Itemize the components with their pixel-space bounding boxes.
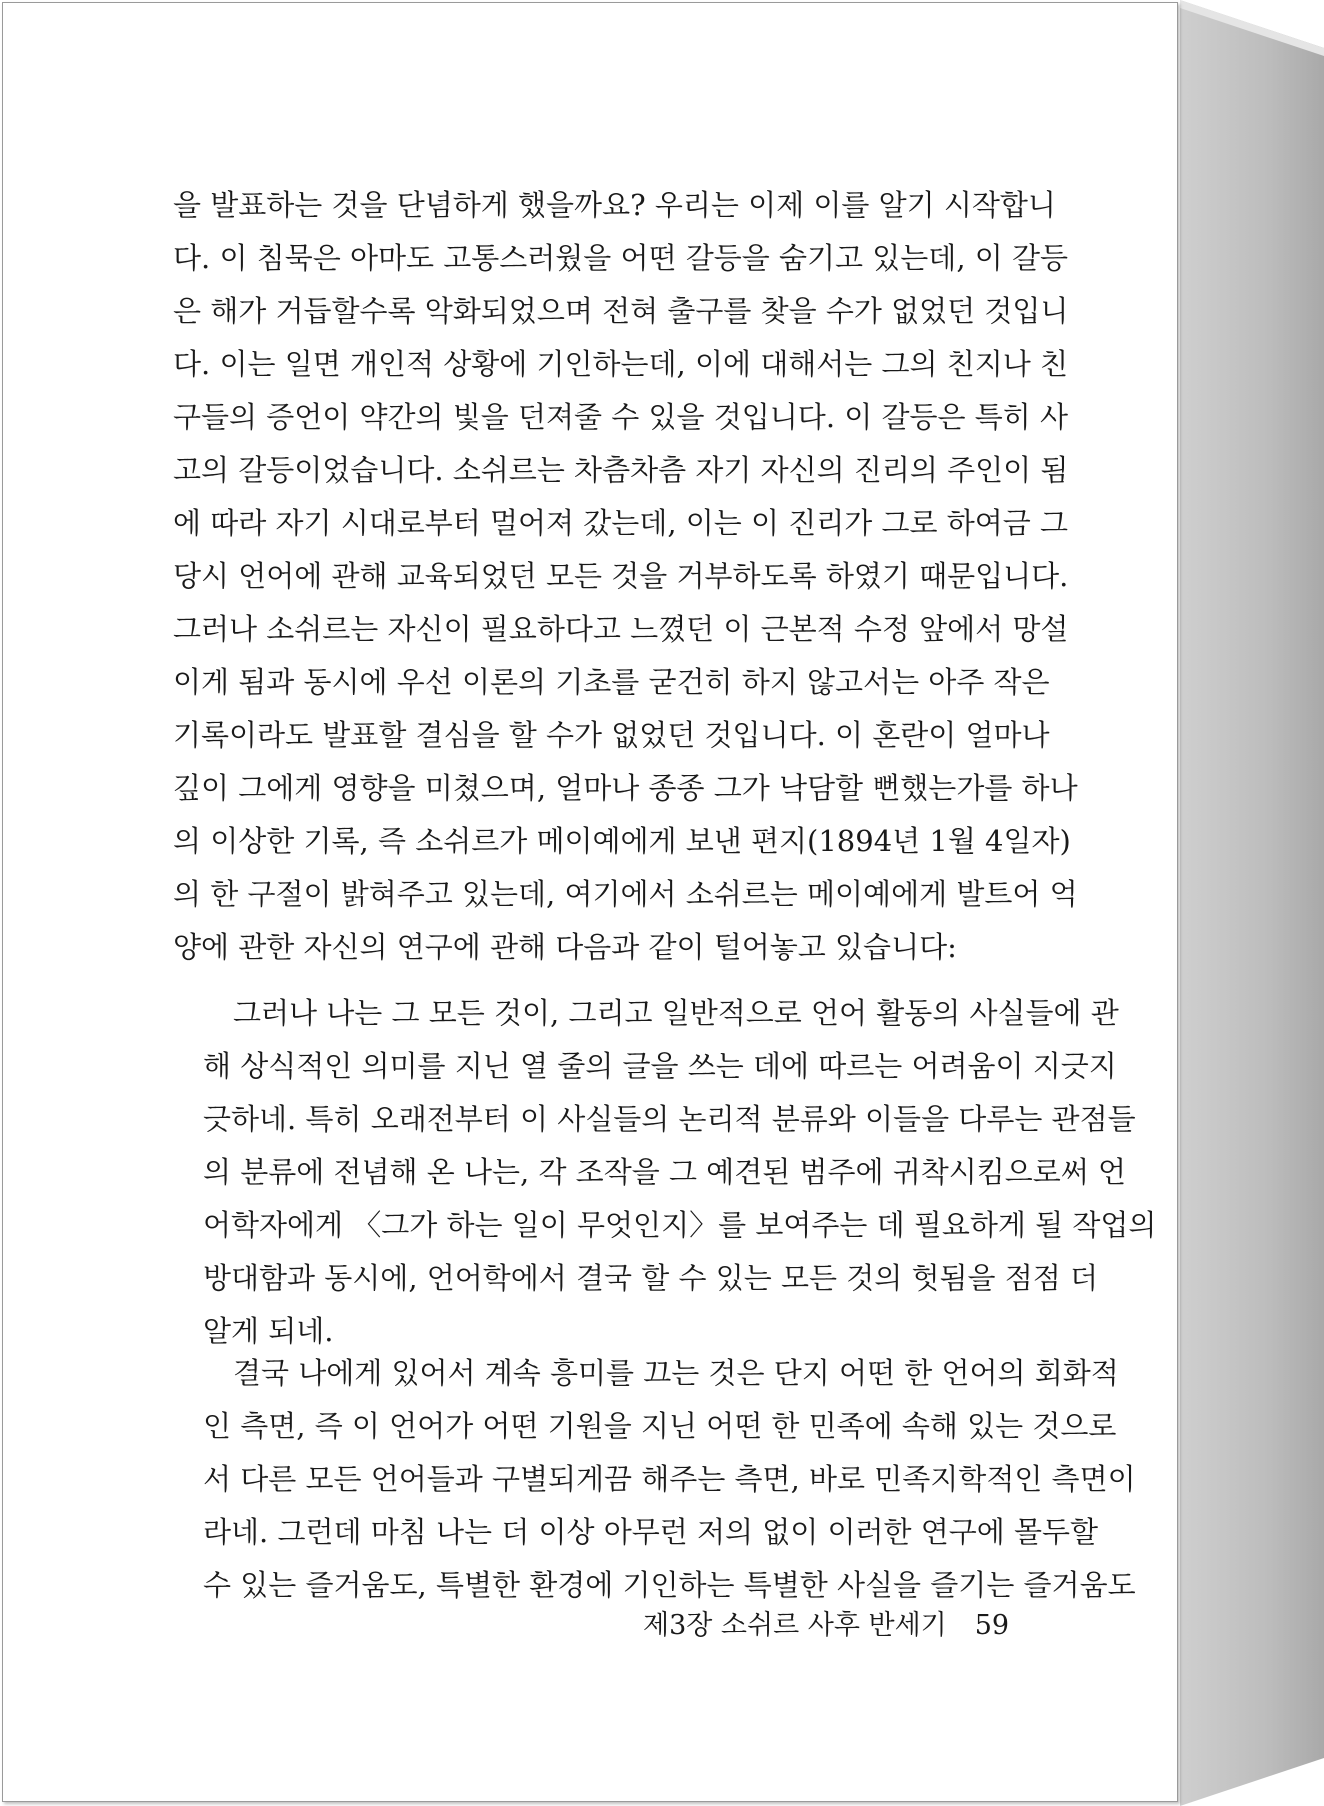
- text-line: 그러나 소쉬르는 자신이 필요하다고 느꼈던 이 근본적 수정 앞에서 망설: [173, 612, 1069, 646]
- text-line: 긋하네. 특히 오래전부터 이 사실들의 논리적 분류와 이들을 다루는 관점들: [203, 1102, 1136, 1136]
- text-line: 인 측면, 즉 이 언어가 어떤 기원을 지닌 어떤 한 민족에 속해 있는 것으로: [203, 1409, 1117, 1443]
- text-line: 그러나 나는 그 모든 것이, 그리고 일반적으로 언어 활동의 사실들에 관: [233, 996, 1119, 1030]
- quote-paragraph-1: [203, 987, 1157, 1358]
- text-line: 어학자에게 〈그가 하는 일이 무엇인지〉를 보여주는 데 필요하게 될 작업의: [203, 1208, 1157, 1242]
- book-page: [2, 2, 1178, 1802]
- text-line: 해 상식적인 의미를 지닌 열 줄의 글을 쓰는 데에 따르는 어려움이 지긋지: [203, 1049, 1117, 1083]
- text-line: 당시 언어에 관해 교육되었던 모든 것을 거부하도록 하였기 때문입니다.: [173, 559, 1069, 593]
- running-header-chapter: 제3장 소쉬르 사후 반세기: [643, 1610, 947, 1641]
- text-line: 깊이 그에게 영향을 미쳤으며, 얼마나 종종 그가 낙담할 뻔했는가를 하나: [173, 771, 1078, 805]
- text-line: 양에 관한 자신의 연구에 관해 다음과 같이 털어놓고 있습니다:: [173, 930, 957, 964]
- page-footer: [643, 1603, 1009, 1642]
- text-line: 다. 이는 일면 개인적 상황에 기인하는데, 이에 대해서는 그의 친지나 친: [173, 347, 1069, 381]
- text-line: 수 있는 즐거움도, 특별한 환경에 기인하는 특별한 사실을 즐기는 즐거움도: [203, 1568, 1136, 1602]
- page-number: 59: [974, 1610, 1010, 1641]
- main-paragraph: [173, 179, 1078, 974]
- quote-paragraph-2: [203, 1347, 1136, 1612]
- text-line: 방대함과 동시에, 언어학에서 결국 할 수 있는 모든 것의 헛됨을 점점 더: [203, 1261, 1099, 1295]
- text-line: 다. 이 침묵은 아마도 고통스러웠을 어떤 갈등을 숨기고 있는데, 이 갈등: [173, 241, 1069, 275]
- text-line: 라네. 그런데 마침 나는 더 이상 아무런 저의 없이 이러한 연구에 몰두할: [203, 1515, 1099, 1549]
- text-line: 의 이상한 기록, 즉 소쉬르가 메이예에게 보낸 편지(1894년 1월 4일자): [173, 824, 1071, 858]
- text-line: 에 따라 자기 시대로부터 멀어져 갔는데, 이는 이 진리가 그로 하여금 그: [173, 506, 1069, 540]
- text-line: 을 발표하는 것을 단념하게 했을까요? 우리는 이제 이를 알기 시작합니: [173, 188, 1056, 222]
- text-line: 은 해가 거듭할수록 악화되었으며 전혀 출구를 찾을 수가 없었던 것입니: [173, 294, 1069, 328]
- text-line: 의 분류에 전념해 온 나는, 각 조작을 그 예견된 범주에 귀착시킴으로써 언: [203, 1155, 1127, 1189]
- text-line: 의 한 구절이 밝혀주고 있는데, 여기에서 소쉬르는 메이예에게 발트어 억: [173, 877, 1078, 911]
- text-line: 결국 나에게 있어서 계속 흥미를 끄는 것은 단지 어떤 한 언어의 회화적: [233, 1356, 1119, 1390]
- text-line: 알게 되네.: [203, 1314, 334, 1348]
- text-line: 이게 됨과 동시에 우선 이론의 기초를 굳건히 하지 않고서는 아주 작은: [173, 665, 1050, 699]
- book-edge: [1180, 0, 1324, 1806]
- text-line: 서 다른 모든 언어들과 구별되게끔 해주는 측면, 바로 민족지학적인 측면이: [203, 1462, 1136, 1496]
- text-line: 고의 갈등이었습니다. 소쉬르는 차츰차츰 자기 자신의 진리의 주인이 됨: [173, 453, 1069, 487]
- text-line: 기록이라도 발표할 결심을 할 수가 없었던 것입니다. 이 혼란이 얼마나: [173, 718, 1050, 752]
- text-line: 구들의 증언이 약간의 빛을 던져줄 수 있을 것입니다. 이 갈등은 특히 사: [173, 400, 1069, 434]
